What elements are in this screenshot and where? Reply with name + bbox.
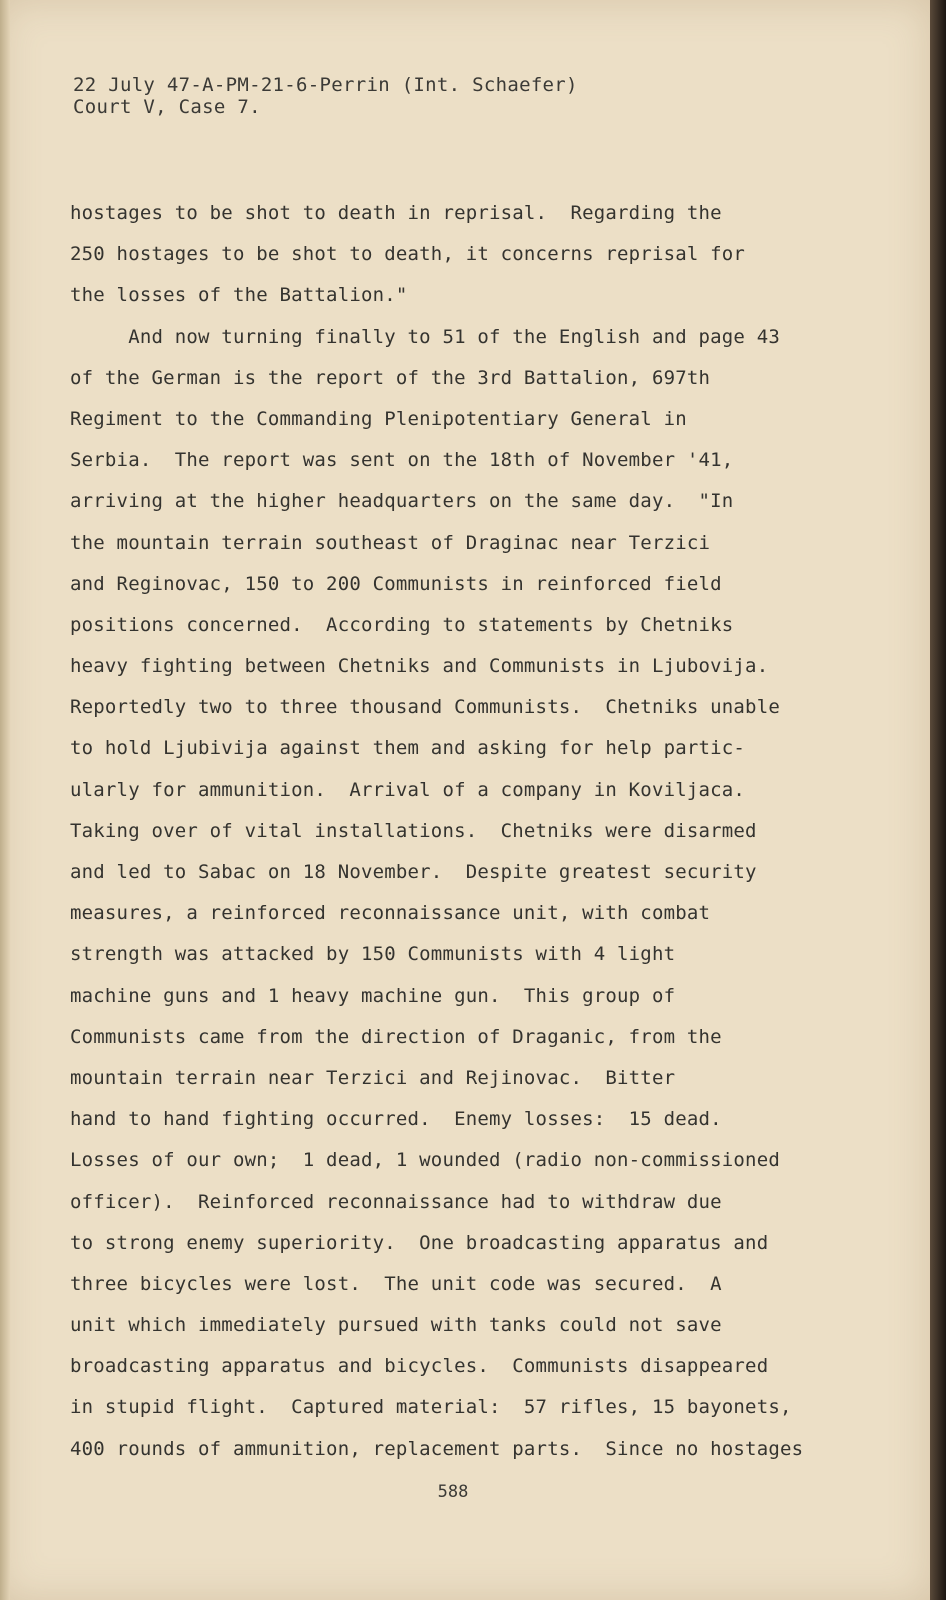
header-session-line: 22 July 47-A-PM-21-6-Perrin (Int. Schaefer) bbox=[73, 74, 578, 96]
text-line: mountain terrain near Terzici and Rejinovac. Bitter bbox=[70, 1066, 676, 1089]
text-line: to strong enemy superiority. One broadcasting apparatus and bbox=[70, 1231, 769, 1254]
text-line: 400 rounds of ammunition, replacement parts. Since no hostages bbox=[70, 1437, 804, 1460]
text-line: and Reginovac, 150 to 200 Communists in reinforced field bbox=[70, 572, 722, 595]
text-line: broadcasting apparatus and bicycles. Communists disappeared bbox=[70, 1355, 769, 1378]
text-line: Regiment to the Commanding Plenipotentiary General in bbox=[70, 407, 687, 430]
page-number: 588 bbox=[437, 1482, 469, 1502]
text-line: hostages to be shot to death in reprisal. Regarding the bbox=[70, 202, 722, 224]
text-line: strength was attacked by 150 Communists with 4 light bbox=[70, 943, 676, 966]
text-line: unit which immediately pursued with tanks could not save bbox=[70, 1314, 722, 1337]
text-line: arriving at the higher headquarters on the same day. "In bbox=[70, 490, 734, 513]
document-header bbox=[73, 74, 578, 118]
text-line: Taking over of vital installations. Chetniks were disarmed bbox=[70, 819, 757, 842]
text-line: machine guns and 1 heavy machine gun. This group of bbox=[70, 984, 676, 1007]
text-line: and led to Sabac on 18 November. Despite greatest security bbox=[70, 861, 757, 883]
text-line: the mountain terrain southeast of Draginac near Terzici bbox=[70, 531, 711, 554]
text-line: measures, a reinforced reconnaissance unit, with combat bbox=[70, 902, 711, 925]
text-line: the losses of the Battalion." bbox=[70, 284, 408, 307]
scan-edge bbox=[930, 0, 946, 1600]
transcript-body bbox=[70, 193, 803, 1470]
text-line: Losses of our own; 1 dead, 1 wounded (radio non-commissioned bbox=[70, 1149, 780, 1172]
text-line: hand to hand fighting occurred. Enemy losses: 15 dead. bbox=[70, 1108, 722, 1131]
text-line: officer). Reinforced reconnaissance had to withdraw due bbox=[70, 1190, 722, 1213]
text-line: ularly for ammunition. Arrival of a company in Koviljaca. bbox=[70, 778, 746, 801]
page-binding-shadow bbox=[0, 0, 10, 1600]
text-line: 250 hostages to be shot to death, it concerns reprisal for bbox=[70, 243, 746, 266]
text-line: Communists came from the direction of Draganic, from the bbox=[70, 1025, 722, 1048]
text-line: in stupid flight. Captured material: 57 rifles, 15 bayonets, bbox=[70, 1396, 792, 1419]
text-line: three bicycles were lost. The unit code was secured. A bbox=[70, 1272, 722, 1295]
text-line: positions concerned. According to statements by Chetniks bbox=[70, 613, 734, 636]
text-line: heavy fighting between Chetniks and Communists in Ljubovija. bbox=[70, 655, 769, 678]
header-court-line: Court V, Case 7. bbox=[73, 96, 261, 118]
text-line: of the German is the report of the 3rd Battalion, 697th bbox=[70, 366, 711, 389]
text-line: to hold Ljubivija against them and asking for help partic- bbox=[70, 737, 746, 760]
text-line: Reportedly two to three thousand Communists. Chetniks unable bbox=[70, 696, 780, 719]
text-line: And now turning finally to 51 of the English and page 43 bbox=[70, 325, 780, 348]
text-line: Serbia. The report was sent on the 18th of November '41, bbox=[70, 449, 734, 472]
